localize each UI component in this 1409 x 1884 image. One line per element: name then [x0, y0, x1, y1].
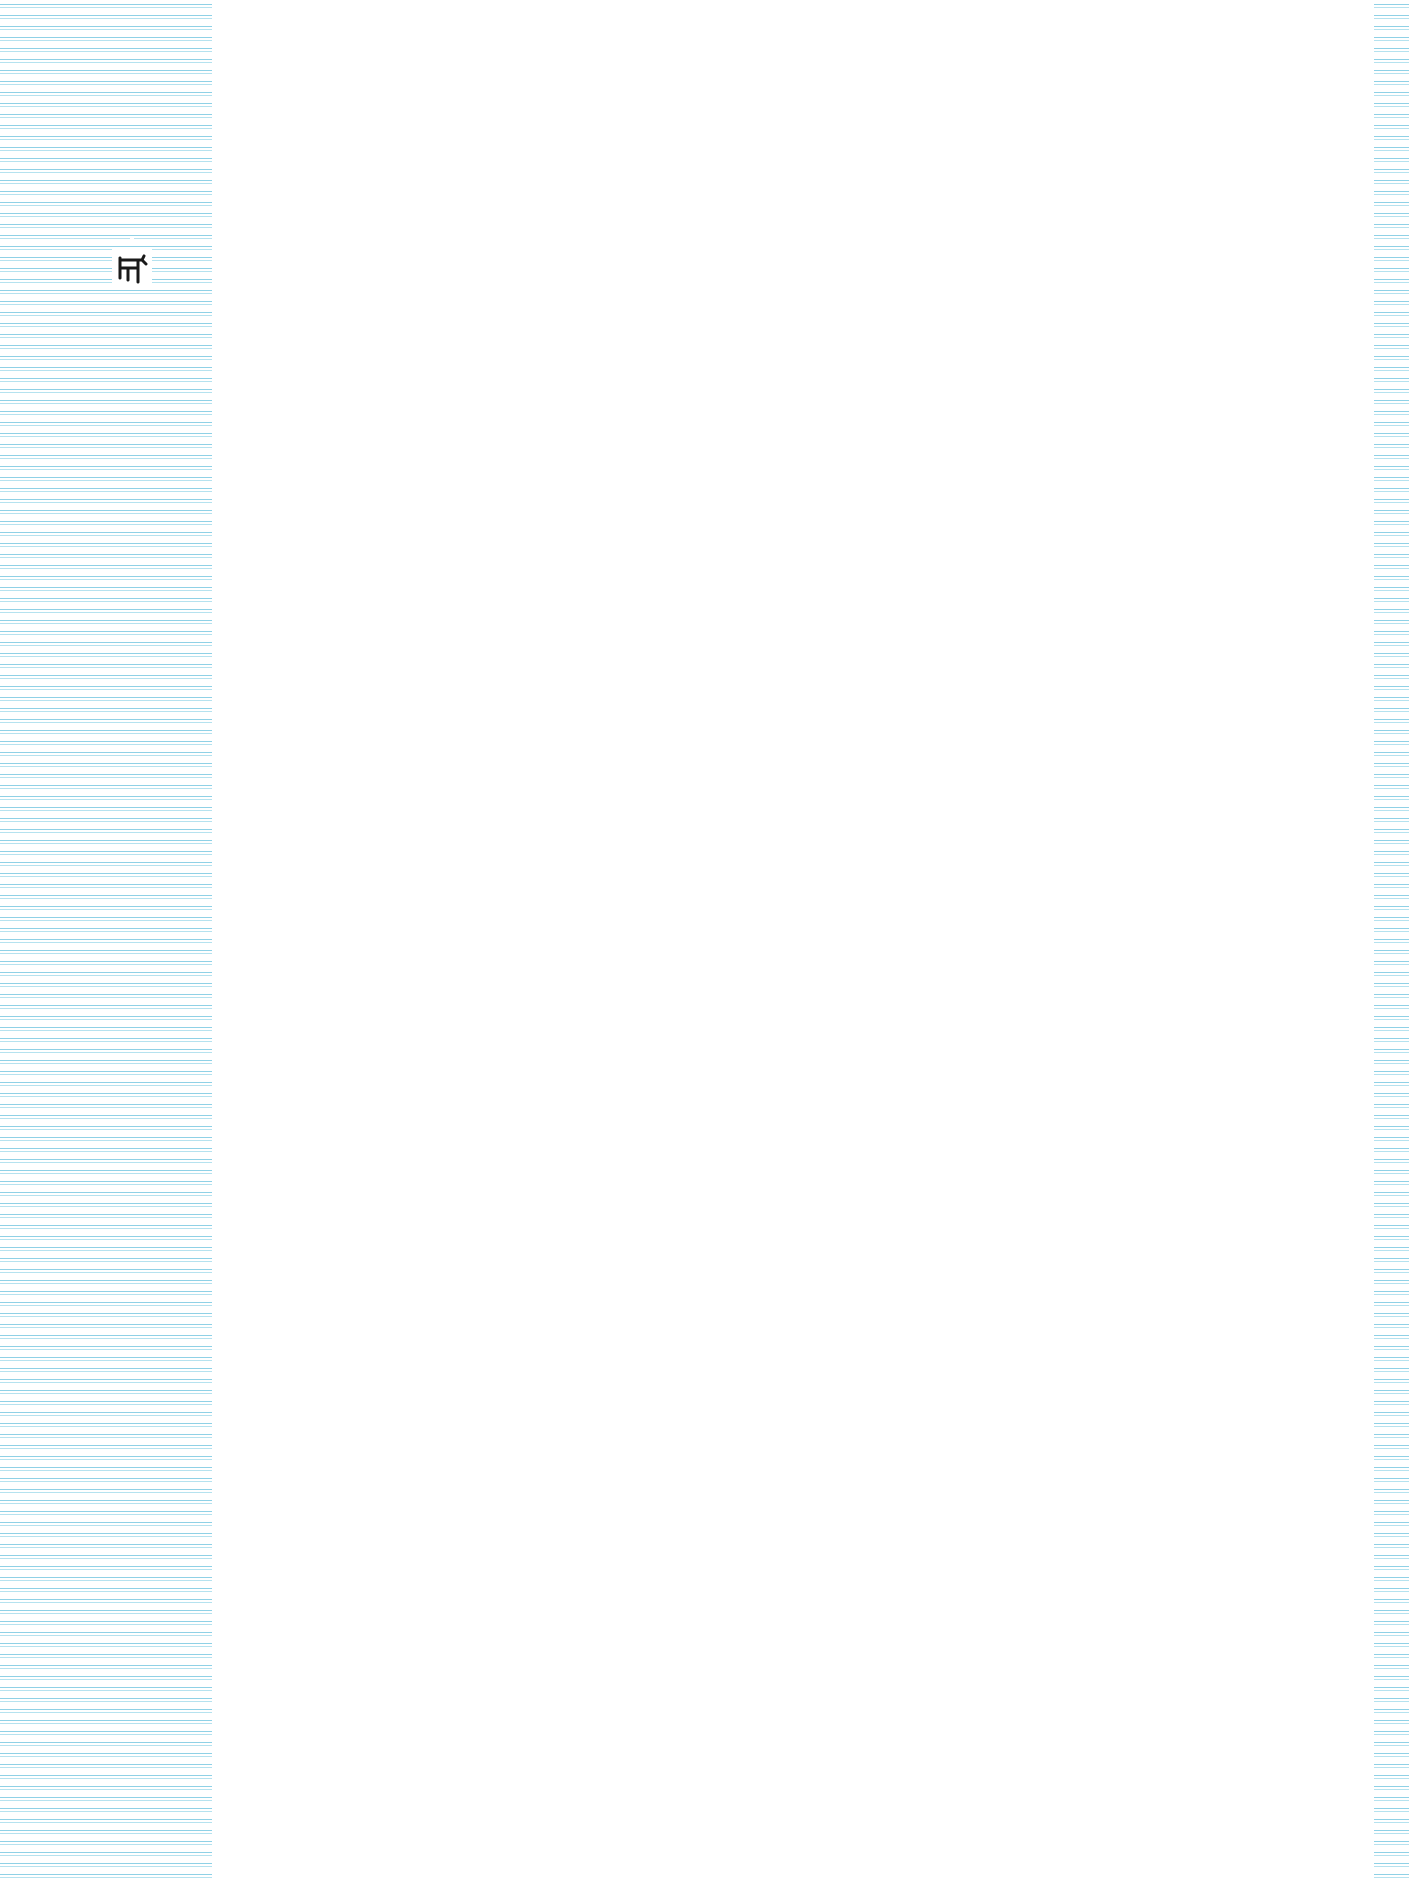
- camel-icon: [112, 248, 152, 288]
- right-striped-border: [1374, 0, 1409, 1884]
- page-number: [130, 236, 134, 244]
- table-of-contents: [250, 150, 1340, 222]
- page-number-block: [96, 236, 168, 356]
